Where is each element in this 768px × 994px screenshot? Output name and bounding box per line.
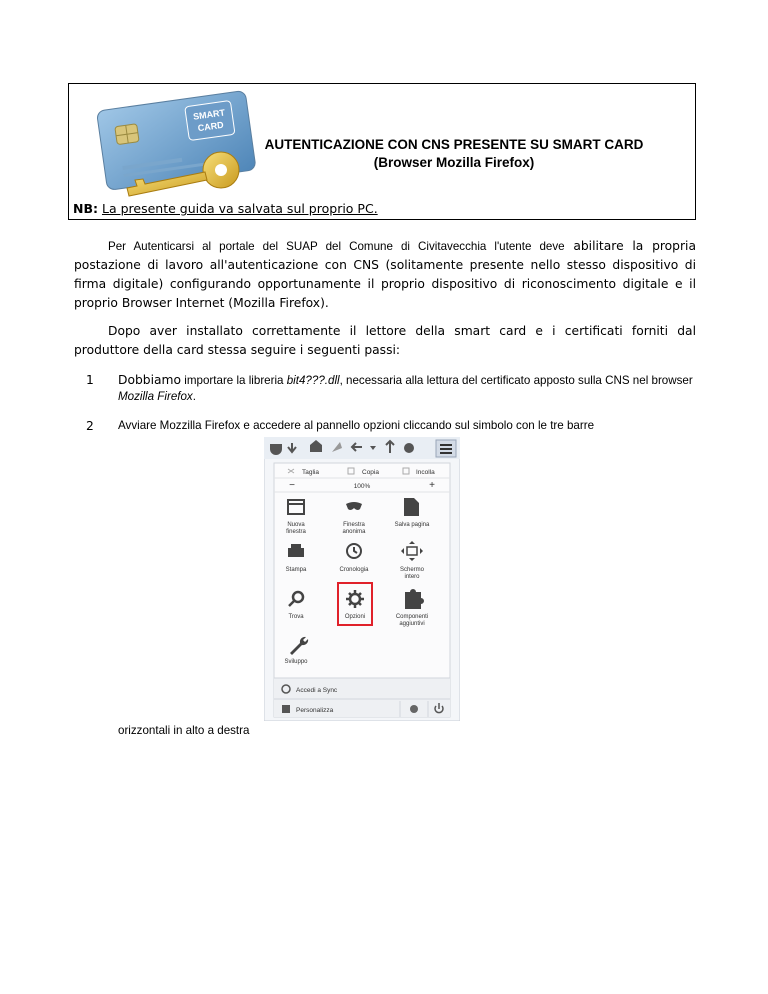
firefox-menu-screenshot (264, 437, 460, 721)
nb-label: NB: (73, 201, 98, 216)
customize-icon (282, 705, 290, 713)
step-2-text: Avviare Mozzilla Firefox e accedere al pannello opzioni cliccando sul simbolo con le tre barre (118, 419, 595, 432)
browser-name: Mozilla Firefox (118, 390, 193, 403)
menu-fullscreen-l2: intero (404, 574, 420, 580)
zoom-out-button[interactable]: − (289, 480, 295, 491)
chat-icon (404, 443, 414, 453)
hamburger-menu-button[interactable] (436, 440, 456, 457)
setup-text: Dopo aver installato correttamente il lettore della smart card e i certificati forniti dal produttore della card stessa seguire i seguenti passi: (74, 324, 696, 357)
menu-fullscreen[interactable]: Schermo (399, 567, 425, 573)
menu-print[interactable]: Stampa (285, 567, 307, 573)
menu-private-window[interactable]: Finestra (343, 522, 365, 528)
step-1-number: 1 (86, 373, 94, 387)
menu-sync[interactable]: Accedi a Sync (296, 687, 338, 694)
title-line-1: AUTENTICAZIONE CON CNS PRESENTE SU SMART CARD (264, 137, 644, 152)
step-1-text: Dobbiamo importare la libreria bit4???.dll, necessaria alla lettura del certificato apposto sulla CNS nel browser Mozilla Firefox. (118, 373, 693, 403)
help-icon (410, 705, 418, 713)
title-line-2: (Browser Mozilla Firefox) (373, 155, 535, 170)
menu-cut[interactable]: Taglia (302, 469, 319, 476)
nb-note (73, 201, 378, 216)
menu-customize[interactable]: Personalizza (296, 707, 334, 714)
document-title (219, 136, 689, 172)
menu-developer[interactable]: Sviluppo (284, 659, 308, 665)
menu-history[interactable]: Cronologia (339, 567, 369, 573)
library-name: bit4???.dll (286, 374, 340, 387)
menu-find[interactable]: Trova (288, 614, 304, 620)
zoom-in-button[interactable]: + (429, 480, 435, 491)
header-box (68, 83, 696, 220)
intro-paragraph (74, 237, 696, 313)
setup-paragraph (74, 322, 696, 360)
step-2-number: 2 (86, 419, 94, 433)
menu-copy[interactable]: Copia (362, 469, 379, 476)
intro-rest: abilitare la propria postazione di lavoro all'autenticazione con CNS (solitamente presente nello stesso dispositivo di firma digitale) configurando opportunamente il proprio dispositivo di riconoscimento digitale e il proprio Browser Internet (Mozilla Firefox). (74, 239, 696, 310)
zoom-level: 100% (353, 483, 371, 490)
menu-addons-l2: aggiuntivi (399, 621, 425, 627)
menu-options[interactable]: Opzioni (344, 614, 366, 620)
card-label-smart: SMART (192, 107, 226, 122)
menu-addons[interactable]: Componenti (395, 614, 429, 620)
intro-lead: Per Autenticarsi al portale del SUAP del Comune di Civitavecchia l'utente deve (108, 240, 565, 253)
menu-private-window-l2: anonima (342, 529, 366, 535)
nb-text: La presente guida va salvata sul proprio PC. (101, 201, 378, 216)
menu-save-page[interactable]: Salva pagina (394, 522, 430, 528)
menu-paste[interactable]: Incolla (416, 469, 435, 476)
menu-new-window[interactable]: Nuova (287, 522, 305, 528)
menu-new-window-l2: finestra (286, 529, 306, 535)
card-label-card: CARD (197, 119, 225, 134)
step-2-caption: orizzontali in alto a destra (118, 724, 250, 737)
